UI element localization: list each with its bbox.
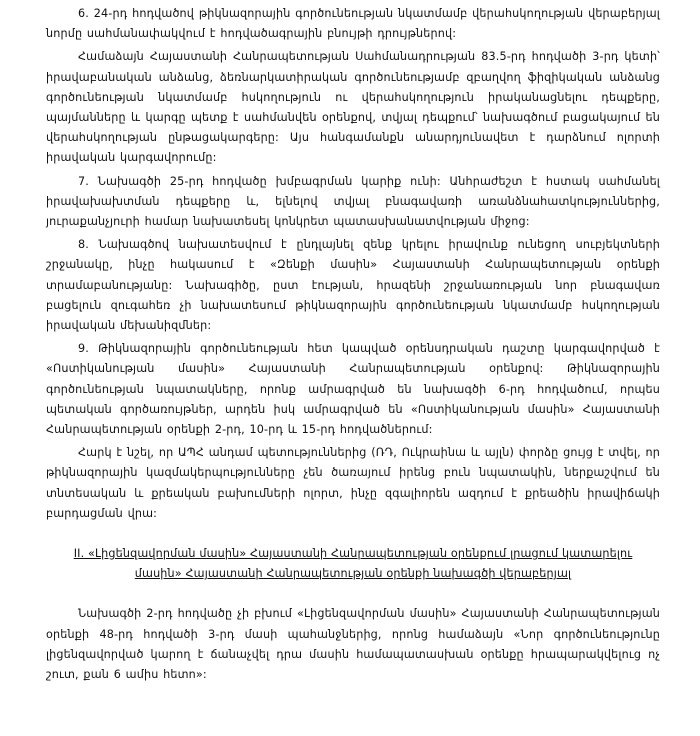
paragraph-9: 9. Թիկնազորային գործունեության հետ կապված օրենսդրական դաշտը կարգավորված է «Ոստիկանության մասին» Հայաստանի Հանրապետության օրենքով: Թիկնազորային գործունեության նպատակները, որոնք ամրագրված են նախագծի 6-րդ հոդվածում, որպես պետական գործառույթներ, արդեն իսկ ամրագրված են «Ոստիկանության մասին» Հայաստանի Հանրապետության օրենքի 2-րդ, 10-րդ և 15-րդ հոդվածներում: bbox=[46, 342, 660, 437]
paragraph-7: 7. Նախագծի 25-րդ հոդվածը խմբագրման կարիք ունի: Անհրաժեշտ է հստակ սահմանել իրավախախտման դեպքերը և, ելնելով տվյալ բնագավառի առանձնահատկություններից, յուրաքանչյուրի համար նախատեսել կոնկրետ պատասխանատվության միջոց: bbox=[46, 174, 660, 229]
paragraph-8: 8. Նախագծով նախատեսվում է ընդլայնել զենք կրելու իրավունք ունեցող սուբյեկտների շրջանակը, ինչը հակասում է «Զենքի մասին» Հայաստանի Հանրապետության օրենքի տրամաբանությանը: Նախագիծը, ըստ էության, հրազենի շրջանառության նոր բնագավառ բացելուն զուգահեռ չի նախատեսում թիկնազորային գործունեության նկատմամբ հսկողության իրավական մեխանիզմներ: bbox=[46, 238, 660, 333]
paragraph-6: 6. 24-րդ հոդվածով թիկնազորային գործունեության նկատմամբ վերահսկողության վերաբերյալ նորմը սահմանափակվում է հոդվածագրային բնույթի դրույթներով: bbox=[46, 7, 660, 41]
paragraph-cis-experience: Հարկ է նշել, որ ԱՊՀ անդամ պետություններից (ՌԴ, Ուկրաինա և այլն) փորձը ցույց է տվել, որ թիկնազորային կազմակերպությունները չեն ծառայում իրենց բուն նպատակին, ներքաշվում են տնտեսական և քրեական բախումների ոլորտ, ինչը զգալիորեն ազդում է քրեածին իրավիճակի բարդացման վրա: bbox=[46, 446, 660, 520]
section-heading: II. «Լիցենզավորման մասին» Հայաստանի Հանրապետության օրենքում լրացում կատարելու մասին» Հայաստանի Հանրապետության օրենքի նախագծի վերաբերյալ bbox=[73, 547, 633, 581]
paragraph-constitution: Համաձայն Հայաստանի Հանրապետության Սահմանադրության 83.5-րդ հոդվածի 3-րդ կետի՝ իրավաբանական անձանց, ձեռնարկատիրական գործունեությամբ զբաղվող ֆիզիկական անձանց գործունեության նկատմամբ հսկողություն ու վերահսկողություն իրականացնելու դեպքերը, պայմանները և կարգը պետք է սահմանվեն օրենքով, տվյալ դեպքում՝ նախագծում բացակայում են վերահսկողության ընթացակարգերը: Այս հանգամանքն անարդյունավետ է դարձնում ոլորտի իրավական կարգավորումը: bbox=[46, 50, 660, 165]
paragraph-closing: Նախագծի 2-րդ հոդվածը չի բխում «Լիցենզավորման մասին» Հայաստանի Հանրապետության օրենքի 48-րդ հոդվածի 3-րդ մասի պահանջներից, որոնց համաձայն «Նոր գործունեությունը լիցենզավորված կարող է ճանաչվել դրա մասին համապատասխան օրենքը հրապարակվելուց ոչ շուտ, քան 6 ամիս հետո»: bbox=[46, 607, 660, 682]
